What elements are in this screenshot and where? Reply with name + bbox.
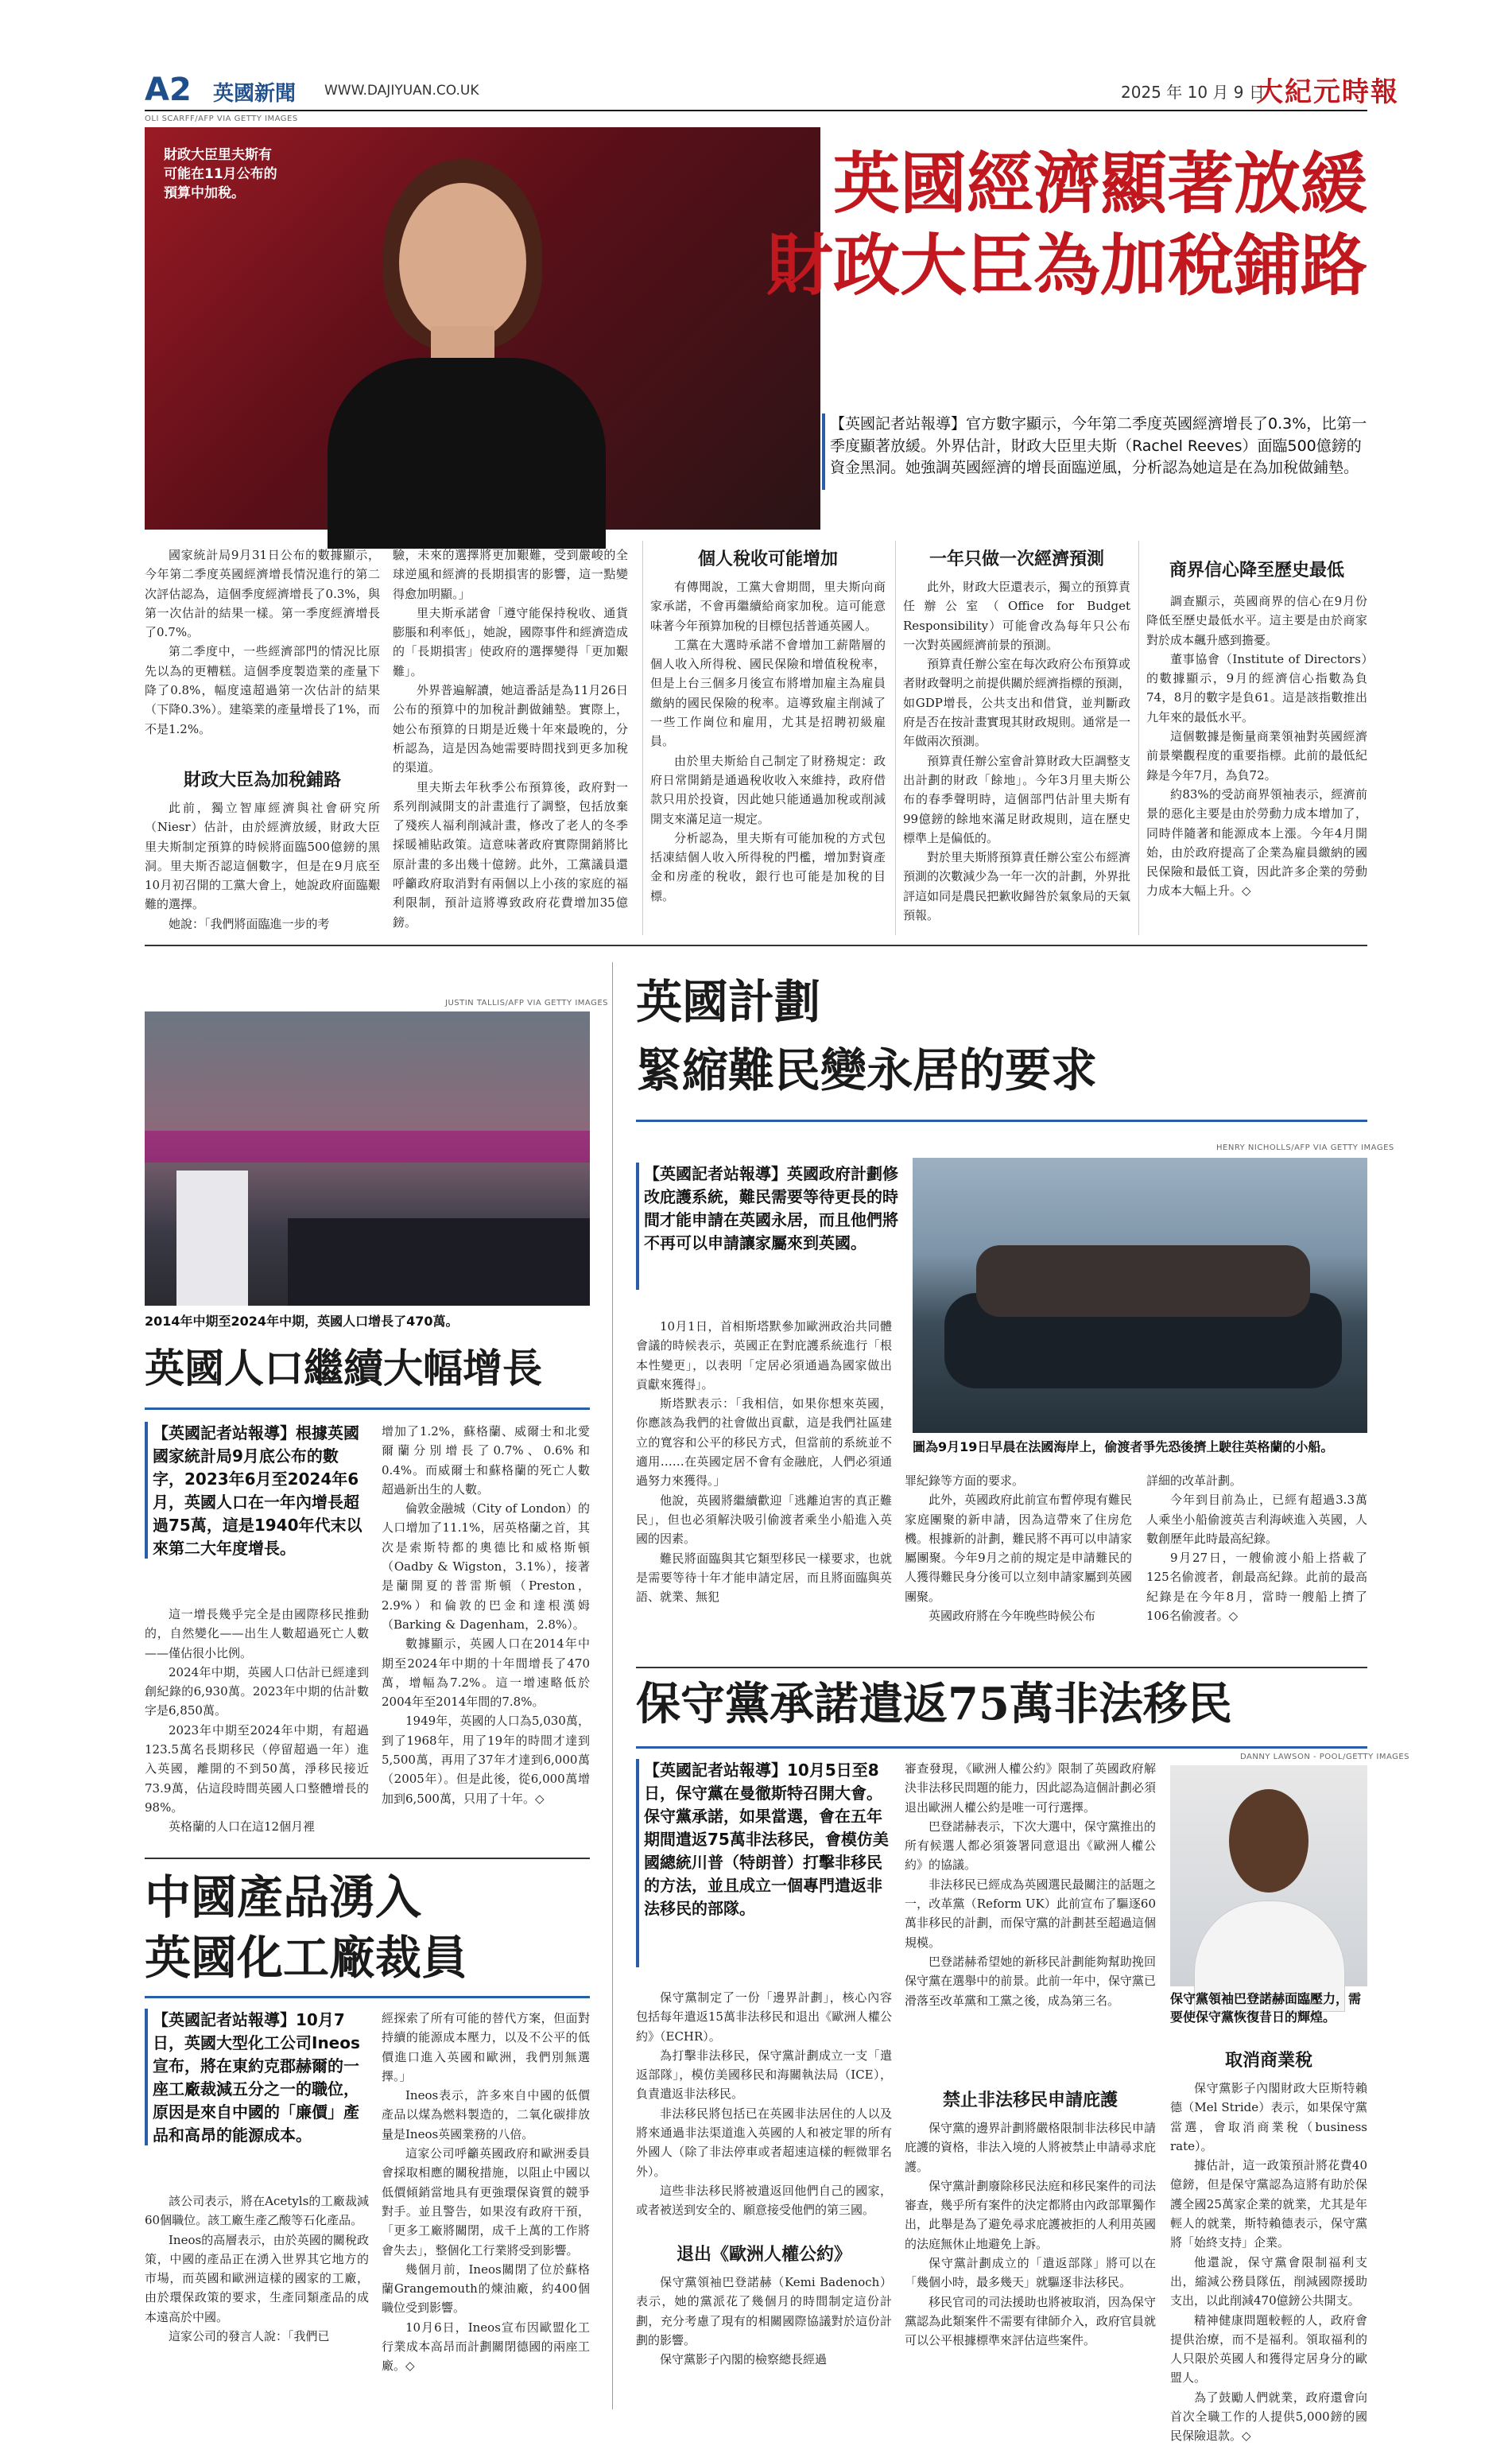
paragraph: 這個數據是衡量商業領袖對英國經濟前景樂觀程度的重要指標。此前的最低紀錄是今年7月，為負72。 [1146, 729, 1367, 782]
headline-conservatives: 保守黨承諾遣返75萬非法移民 [636, 1678, 1232, 1730]
paragraph: 里夫斯去年秋季公布預算後，政府對一系列削減開支的計畫進行了調整，包括放棄了殘疾人福利削減計畫，修改了老人的冬季採暖補貼政策。這意味著政府實際開銷將比原計畫的多出幾十億鎊。此外，工黨議員還呼籲政府取消對有兩個以上小孩的家庭的福利限制，預計這將導致政府花費增加35億鎊。 [393, 779, 628, 930]
paragraph: 2023年中期至2024年中期，有超過123.5萬名長期移民（停留超過一年）進入英國，離開的不到50萬，淨移民接近73.9萬，佔這段時間英國人口整體增長的98%。 [145, 1722, 369, 1815]
paragraph: 保守黨影子內閣的檢察總長經過 [660, 2352, 828, 2367]
photo-caption: 圖為9月19日早晨在法國海岸上，偷渡者爭先恐後擠上駛往英格蘭的小船。 [913, 1439, 1334, 1454]
paragraph: 2024年中期，英國人口估計已經達到創紀錄的6,930萬。2023年中期的估計數字是6,850萬。 [145, 1664, 369, 1718]
subheading: 退出《歐洲人權公約》 [676, 2245, 851, 2265]
paragraph: 英國政府將在今年晚些時候公布 [929, 1609, 1096, 1624]
photo-credit: OLI SCARFF/AFP VIA GETTY IMAGES [145, 115, 298, 123]
paragraph: 這家公司呼籲英國政府和歐洲委員會採取相應的關稅措施，以阻止中國以低價傾銷當地具有更強環保資質的競爭對手。並且警告，如果沒有政府干預，「更多工廠將關閉，成千上萬的工作將會失去」，整個化工行業將受到影響。 [382, 2146, 590, 2258]
photo-caption: 保守黨領袖巴登諾赫面臨壓力，需要使保守黨恢復昔日的輝煌。 [1170, 1991, 1362, 2025]
paragraph: 10月6日，Ineos宣布因歐盟化工行業成本高昂而計劃關閉德國的兩座工廠。◇ [382, 2320, 590, 2374]
headline-chemicals-line1: 中國產品湧入 [145, 1870, 422, 1924]
paragraph: 審查發現，《歐洲人權公約》限制了英國政府解決非法移民問題的能力，因此認為這個計劃必須退出歐洲人權公約是唯一可行選擇。 [905, 1761, 1156, 1815]
photo-caption: 財政大臣里夫斯有可能在11月公布的預算中加稅。 [164, 147, 277, 201]
paragraph: 這一增長幾乎完全是由國際移民推動的，自然變化——出生人數超過死亡人數——僅佔很小比例。 [145, 1607, 369, 1660]
paragraph: 調查顯示，英國商界的信心在9月份降低至歷史最低水平。這主要是由於商家對於成本飆升感到擔憂。 [1146, 594, 1367, 647]
paragraph: 驗，未來的選擇將更加艱難，受到嚴峻的全球逆風和經濟的長期損害的影響，這一點變得愈加明顯。」 [393, 548, 628, 601]
page-number: A2 [145, 72, 192, 108]
section-title: 英國新聞 [213, 82, 297, 106]
headline-chemicals-line2: 英國化工廠裁員 [145, 1931, 468, 1985]
section-divider [636, 1667, 1367, 1668]
paragraph: 數據顯示，英國人口在2014年中期至2024年中期的十年間增長了470萬，增幅為7.2%。這一增速略低於2004年至2014年間的7.8%。 [382, 1636, 590, 1710]
photo-credit: JUSTIN TALLIS/AFP VIA GETTY IMAGES [445, 999, 608, 1008]
paragraph: 移民官司的司法援助也將被取消，因為保守黨認為此類案件不需要有律師介入，政府官員就可以公平根據標準來評估這些案件。 [905, 2294, 1156, 2348]
paragraph: 他說，英國將繼續歡迎「逃離迫害的真正難民」，但也必須解決吸引偷渡者乘坐小船進入英國的因素。 [636, 1493, 892, 1547]
photo-caption: 2014年中期至2024年中期，英國人口增長了470萬。 [145, 1314, 459, 1329]
story4-lede: 【英國記者站報導】10月7日，英國大型化工公司Ineos宣布，將在東約克郡赫爾的一座工廠裁減五分之一的職位，原因是來自中國的「廉價」產品和高昂的能源成本。 [153, 2010, 360, 2145]
story1-lede: 【英國記者站報導】官方數字顯示，今年第二季度英國經濟增長了0.3%，比第一季度顯著放緩。外界估計，財政大臣里夫斯（Rachel Reeves）面臨500億鎊的資金黑洞。她強調英國經濟的增長面臨逆風，分析認為她這是在為加稅做鋪墊。 [830, 415, 1367, 477]
paragraph: 董事協會（Institute of Directors）的數據顯示，9月的經濟信心指數為負74，8月的數字是負61。這是該指數推出九年來的最低水平。 [1146, 651, 1367, 724]
paragraph: 據估計，這一政策預計將花費40億鎊，但是保守黨認為這將有助於保護全國25萬家企業的就業，尤其是年輕人的就業，斯特賴德表示，保守黨將「始終支持」企業。 [1170, 2158, 1367, 2250]
paragraph: 罪紀錄等方面的要求。 [905, 1473, 1025, 1488]
column-divider [895, 541, 896, 935]
paragraph: 此前，獨立智庫經濟與社會研究所（Niesr）估計，由於經濟放緩，財政大臣里夫斯制定預算的時候將面臨500億鎊的黑洞。里夫斯否認這個數字，但是在9月底至10月初召開的工黨大會上，她說政府面臨艱難的選擇。 [145, 801, 380, 912]
paragraph: 幾個月前，Ineos關閉了位於蘇格蘭Grangemouth的煉油廠，約400個職位受到影響。 [382, 2262, 590, 2316]
paragraph: 外界普遍解讀，她這番話是為11月26日公布的預算中的加稅計劃做鋪墊。實際上，她公布預算的日期是近幾十年來最晚的，分析認為，這是因為她需要時間找到更多加稅的渠道。 [393, 683, 628, 775]
subheading: 財政大臣為加稅鋪路 [183, 771, 341, 790]
paragraph: 第二季度中，一些經濟部門的情況比原先以為的更糟糕。這個季度製造業的產量下降了0.8%，幅度遠超過第一次估計的結果（下降0.3%）。建築業的產量增長了1%，而不是1.2%。 [145, 644, 380, 736]
street-crowd-photo [145, 1011, 590, 1306]
paragraph: 保守黨計劃廢除移民法庭和移民案件的司法審查，幾乎所有案件的決定都將由內政部單獨作出，此舉是為了避免尋求庇護被拒的人利用英國的法庭無休止地避免上訴。 [905, 2178, 1156, 2251]
paragraph: 里夫斯承諾會「遵守能保持稅收、通貨膨脹和利率低」，她說，國際事件和經濟造成的「長期損害」使政府的選擇變得「更加艱難」。 [393, 605, 628, 678]
paragraph: 今年到目前為止，已經有超過3.3萬人乘坐小船偷渡英吉利海峽進入英國，人數創歷年此時最高紀錄。 [1146, 1493, 1367, 1546]
issue-date: 2025 年 10 月 9 日 [1121, 83, 1265, 102]
paragraph: 保守黨影子內閣財政大臣斯特賴德（Mel Stride）表示，如果保守黨當選，會取消商業稅（business rate）。 [1170, 2081, 1367, 2153]
headline-main-line2: 財政大臣為加稅鋪路 [766, 226, 1367, 305]
paragraph: Ineos的高層表示，由於英國的關稅政策，中國的產品正在湧入世界其它地方的市場，而英國和歐洲這樣的國家的工廠，由於環保政策的要求，生產同類產品的成本遠高於中國。 [145, 2232, 369, 2324]
headline-refugees-line2: 緊縮難民變永居的要求 [636, 1043, 1098, 1097]
newspaper-logo: 大紀元時報 [1256, 76, 1399, 108]
section-divider [145, 1858, 590, 1859]
section-divider [145, 945, 1367, 946]
paragraph: 保守黨計劃成立的「遣返部隊」將可以在「幾個小時，最多幾天」就驅逐非法移民。 [905, 2256, 1156, 2290]
paragraph: 由於里夫斯給自己制定了財務規定：政府日常開銷是通過稅收收入來維持，政府借款只用於投資，因此她只能通過加稅或削減開支來滿足這一規定。 [650, 753, 886, 826]
subheading: 商界信心降至歷史最低 [1169, 561, 1344, 580]
column-divider [642, 541, 643, 935]
paragraph: 這些非法移民將被遣返回他們自己的國家，或者被送到安全的、願意接受他們的第三國。 [636, 2183, 892, 2218]
paragraph: 增加了1.2%，蘇格蘭、威爾士和北愛爾蘭分別增長了0.7%、0.6%和0.4%。而威爾士和蘇格蘭的死亡人數超過新出生的人數。 [382, 1424, 590, 1497]
headline-rule [636, 1746, 1367, 1749]
site-url[interactable]: WWW.DAJIYUAN.CO.UK [324, 83, 479, 99]
paragraph: 斯塔默表示：「我相信，如果你想來英國，你應該為我們的社會做出貢獻，這是我們社區建立的寬容和公平的移民方式，但當前的系統並不適用……在英國定居不會有金融庇，人們必須通過努力來獲得。」 [636, 1396, 892, 1489]
paragraph: 國家統計局9月31日公布的數據顯示，今年第二季度英國經濟增長情況進行的第二次評估認為，這個季度經濟增長了0.3%，與第一次估計的結果一樣。第一季度經濟增長了0.7%。 [145, 548, 380, 640]
paragraph: 保守黨領袖巴登諾赫（Kemi Badenoch）表示，她的黨派花了幾個月的時間制定這份計劃，充分考慮了現有的相關國際協議對於這份計劃的影響。 [636, 2275, 892, 2347]
paragraph: Ineos表示，許多來自中國的低價產品以煤為燃料製造的，二氧化碳排放量是Ineos英國業務的八倍。 [382, 2088, 590, 2141]
paragraph: 這家公司的發言人說：「我們已 [169, 2329, 330, 2344]
paragraph: 倫敦金融城（City of London）的人口增加了11.1%，居英格蘭之首，其次是索斯特都的奧德比和威格斯頓（Oadby & Wigston，3.1%），接著是蘭開夏的普雷斯頓（Preston，2.9%）和倫敦的巴金和達根漢姆（Barking & Dagenham，2.8%）。 [382, 1501, 590, 1632]
masthead-rule [145, 110, 1367, 111]
headline-rule [145, 1996, 590, 1998]
paragraph: 1949年，英國的人口為5,030萬，到了1968年，用了19年的時間才達到5,500萬，再用了37年才達到6,000萬（2005年）。但是此後，從6,000萬增加到6,500萬，只用了十年。◇ [382, 1714, 590, 1806]
lede-bar [636, 1163, 639, 1290]
paragraph: 保守黨的邊界計劃將嚴格限制非法移民申請庇護的資格，非法入境的人將被禁止申請尋求庇護。 [905, 2121, 1156, 2174]
paragraph: 保守黨制定了一份「邊界計劃」，核心內容包括每年遣返15萬非法移民和退出《歐洲人權公約》（ECHR）。 [636, 1990, 892, 2044]
paragraph: 英格蘭的人口在這12個月裡 [169, 1819, 316, 1834]
column-divider [612, 962, 613, 2409]
photo-credit: DANNY LAWSON - POOL/GETTY IMAGES [1240, 1753, 1410, 1761]
paragraph: 難民將面臨與其它類型移民一樣要求，也就是需要等待十年才能申請定居，而且將面臨與英語、就業、無犯 [636, 1551, 892, 1605]
subheading: 禁止非法移民申請庇護 [942, 2091, 1118, 2110]
paragraph: 為打擊非法移民，保守黨計劃成立一支「遣返部隊」，模仿美國移民和海關執法局（ICE），負責遣返非法移民。 [636, 2048, 892, 2102]
subheading: 取消商業稅 [1224, 2051, 1312, 2071]
paragraph: 對於里夫斯將預算責任辦公室公布經濟預測的次數減少為一年一次的計劃，外界批評這如同是農民把歉收歸咎於氣象局的天氣預報。 [903, 850, 1130, 923]
paragraph: 她說：「我們將面臨進一步的考 [169, 916, 330, 931]
paragraph: 經探索了所有可能的替代方案，但面對持續的能源成本壓力，以及不公平的低價進口進入英國和歐洲，我們別無選擇。」 [382, 2011, 590, 2083]
story2-lede: 【英國記者站報導】根據英國國家統計局9月底公布的數字，2023年6月至2024年6月，英國人口在一年內增長超過75萬，這是1940年代末以來第二大年度增長。 [153, 1423, 362, 1558]
paragraph: 預算責任辦公室會計算財政大臣調整支出計劃的財政「餘地」。今年3月里夫斯公布的春季聲明時，這個部門估計里夫斯有99億鎊的餘地來滿足財政規則，這在歷史標準上是偏低的。 [903, 753, 1130, 845]
paragraph: 10月1日，首相斯塔默參加歐洲政治共同體會議的時候表示，英國正在對庇護系統進行「根本性變更」，以表明「定居必須通過為國家做出貢獻來獲得」。 [636, 1319, 892, 1392]
paragraph: 精神健康問題較輕的人，政府會提供治療，而不是福利。領取福利的人只限於英國人和獲得定居身分的歐盟人。 [1170, 2312, 1367, 2386]
story5-lede: 【英國記者站報導】10月5日至8日，保守黨在曼徹斯特召開大會。保守黨承諾，如果當選，會在五年期間遣返75萬非法移民，會模仿美國總統川普（特朗普）打擊非移民的方法，並且成立一個專門遣返非法移民的部隊。 [644, 1761, 889, 1918]
paragraph: 巴登諾赫表示，下次大選中，保守黨推出的所有候選人都必須簽署同意退出《歐洲人權公約》的協議。 [905, 1819, 1156, 1873]
headline-rule [636, 1120, 1367, 1122]
headline-rule [145, 1407, 590, 1410]
paragraph: 分析認為，里夫斯有可能加稅的方式包括凍結個人收入所得稅的門檻，增加對資產金和房產的稅收，銀行也可能是加稅的目標。 [650, 830, 886, 903]
lede-bar [636, 1759, 639, 1967]
lede-bar [145, 1422, 148, 1559]
paragraph: 有傳聞說，工黨大會期間，里夫斯向商家承諾，不會再繼續給商家加稅。這可能意味著今年預算加稅的目標包括普通英國人。 [650, 580, 886, 633]
paragraph: 約83%的受訪商界領袖表示，經濟前景的惡化主要是由於勞動力成本增加了，同時伴隨著和能源成本上漲。今年4月開始，由於政府提高了企業為雇員繳納的國民保險和最低工資，因此許多企業的勞動力成本大幅上升。◇ [1146, 786, 1367, 899]
paragraph: 工黨在大選時承諾不會增加工薪階層的個人收入所得稅、國民保險和增值稅稅率，但是上台三個多月後宣布將增加雇主為雇員繳納的國民保險的稅率。這導致雇主削減了一些工作崗位和雇用，尤其是招聘初級雇員。 [650, 637, 886, 749]
headline-population: 英國人口繼續大幅增長 [145, 1345, 542, 1392]
paragraph: 此外，財政大臣還表示，獨立的預算責任辦公室（Office for Budget Responsibility）可能會改為每年只公布一次對英國經濟前景的預測。 [903, 580, 1130, 652]
story3-lede: 【英國記者站報導】英國政府計劃修改庇護系統，難民需要等待更長的時間才能申請在英國永居，而且他們將不再可以申請讓家屬來到英國。 [644, 1164, 898, 1252]
badenoch-photo [1170, 1765, 1367, 1986]
column-divider [1138, 541, 1139, 935]
paragraph: 預算責任辦公室在每次政府公布預算或者財政聲明之前提供關於經濟指標的預測，如GDP增長，公共支出和借貸，並判斷政府是否在按計畫實現其財政規則。通常是一年做兩次預測。 [903, 657, 1130, 749]
paragraph: 該公司表示，將在Acetyls的工廠裁減60個職位。該工廠生產乙酸等石化產品。 [145, 2194, 369, 2228]
subheading: 一年只做一次經濟預測 [929, 549, 1104, 569]
headline-refugees-line1: 英國計劃 [636, 975, 821, 1029]
paragraph: 此外，英國政府此前宣布暫停現有難民家庭團聚的新申請，因為這帶來了住房危機。根據新的計劃，難民將不再可以申請家屬團聚。今年9月之前的規定是申請難民的人獲得難民身分後可以立刻申請家屬到英國團聚。 [905, 1493, 1132, 1604]
headline-main-line1: 英國經濟顯著放緩 [832, 144, 1367, 223]
paragraph: 巴登諾赫希望她的新移民計劃能夠幫助挽回保守黨在選舉中的前景。此前一年中，保守黨已滑落至改革黨和工黨之後，成為第三名。 [905, 1954, 1156, 2008]
lede-bar [145, 2009, 148, 2145]
small-boat-photo [913, 1158, 1367, 1433]
paragraph: 他還說，保守黨會限制福利支出，縮減公務員隊伍，削減國際援助支出，以此削減470億鎊公共開支。 [1170, 2254, 1367, 2308]
paragraph: 為了鼓勵人們就業，政府還會向首次全職工作的人提供5,000鎊的國民保險退款。◇ [1170, 2390, 1367, 2444]
subheading: 個人稅收可能增加 [697, 549, 838, 569]
lede-bar [822, 413, 825, 490]
paragraph: 非法移民將包括已在英國非法居住的人以及將來通過非法渠道進入英國的人和被定罪的所有外國人（除了非法停車或者超速這樣的輕微罪名外）。 [636, 2106, 892, 2179]
paragraph: 詳細的改革計劃。 [1146, 1473, 1243, 1488]
paragraph: 9月27日，一艘偷渡小船上搭載了125名偷渡者，創最高紀錄。此前的最高紀錄是在今年8月，當時一艘船上擠了106名偷渡者。◇ [1146, 1551, 1367, 1624]
photo-credit: HENRY NICHOLLS/AFP VIA GETTY IMAGES [1216, 1143, 1394, 1152]
paragraph: 非法移民已經成為英國選民最關注的話題之一，改革黨（Reform UK）此前宣布了驅逐60萬非移民的計劃，而保守黨的計劃甚至超過這個規模。 [905, 1877, 1156, 1950]
